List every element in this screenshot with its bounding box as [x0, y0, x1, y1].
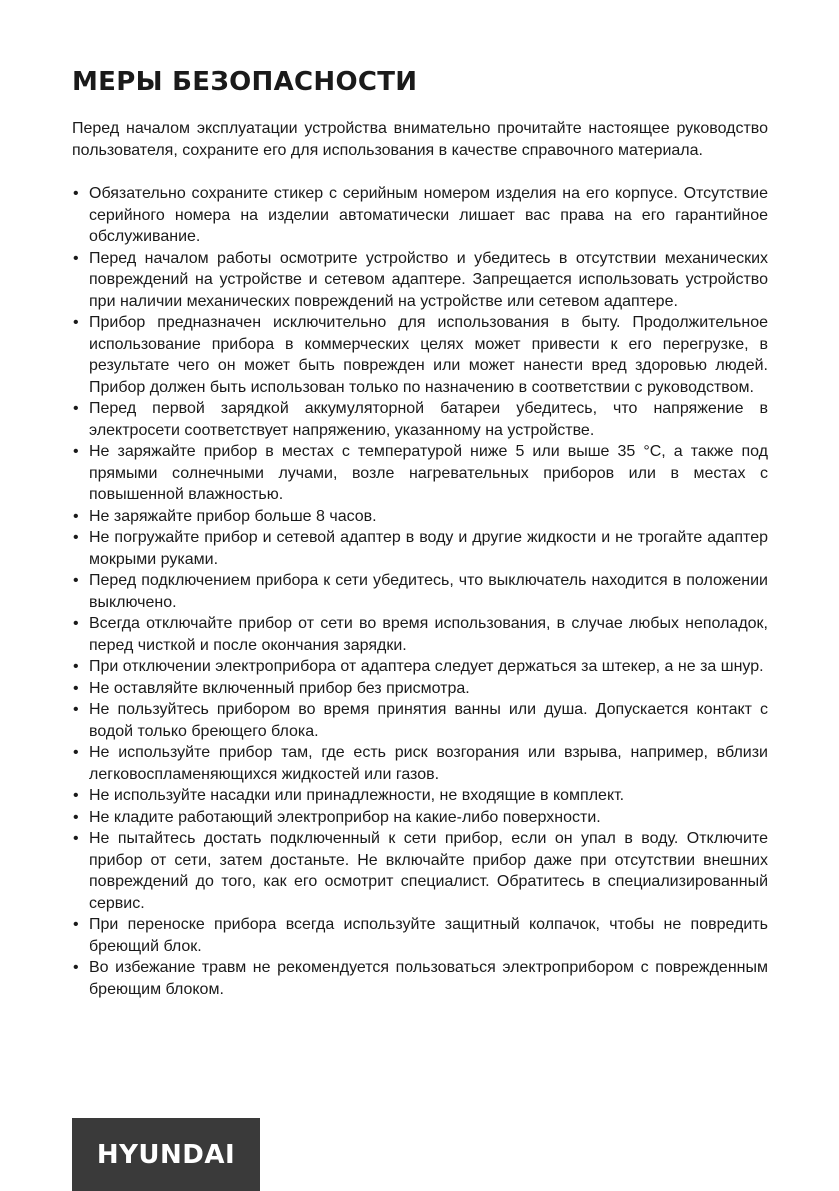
bullet-text: Перед подключением прибора к сети убедитесь, что выключатель находится в положении выключено. [89, 572, 768, 611]
bullet-text: Прибор предназначен исключительно для использования в быту. Продолжительное использование прибора в коммерческих целях может привести к его перегрузке, в результате чего он может быть поврежден или может нанести вред здоровью людей. Прибор должен быть использован только по назначению в соответствии с руководством. [89, 314, 768, 396]
brand-logo-text: HYUNDAI [96, 1139, 236, 1170]
bullet-marker: • [73, 443, 79, 460]
bullet-marker: • [73, 744, 79, 761]
bullet-text: Не кладите работающий электроприбор на какие-либо поверхности. [89, 808, 601, 826]
bullet-marker: • [73, 400, 79, 417]
intro-paragraph: Перед началом эксплуатации устройства внимательно прочитайте настоящее руководство пользователя, сохраните его для использования в качестве справочного материала. [72, 120, 768, 159]
bullet-text: Не погружайте прибор и сетевой адаптер в воду и другие жидкости и не трогайте адаптер мокрыми руками. [89, 529, 768, 568]
safety-bullet-item [72, 656, 768, 678]
safety-bullet-item [72, 699, 768, 742]
bullet-marker: • [73, 959, 79, 976]
bullet-marker: • [73, 830, 79, 847]
safety-bullet-item [72, 398, 768, 441]
bullet-text: При переноске прибора всегда используйте защитный колпачок, чтобы не повредить бреющий блок. [89, 916, 768, 955]
safety-bullet-item [72, 506, 768, 528]
brand-logo [72, 1118, 260, 1191]
bullet-marker: • [73, 808, 79, 826]
bullet-marker: • [73, 679, 79, 697]
safety-bullet-item [72, 678, 768, 700]
bullet-text: Перед первой зарядкой аккумуляторной батареи убедитесь, что напряжение в электросети соответствует напряжению, указанному на устройстве. [89, 400, 768, 439]
safety-bullet-item [72, 957, 768, 1000]
bullet-text: Не заряжайте прибор в местах с температурой ниже 5 или выше 35 °С, а также под прямыми солнечными лучами, возле нагревательных приборов или в местах с повышенной влажностью. [89, 443, 768, 503]
bullet-marker: • [73, 658, 79, 675]
safety-bullet-item [72, 312, 768, 398]
bullet-text: Всегда отключайте прибор от сети во время использования, в случае любых неполадок, перед чисткой и после окончания зарядки. [89, 615, 768, 654]
bullet-text: Перед началом работы осмотрите устройство и убедитесь в отсутствии механических повреждений на устройстве и сетевом адаптере. Запрещается использовать устройство при наличии механических повреждений на устройстве или сетевом адаптере. [89, 249, 768, 310]
bullet-text: При отключении электроприбора от адаптера следует держаться за штекер, а не за шнур. [89, 658, 764, 675]
bullet-text: Не заряжайте прибор больше 8 часов. [89, 507, 377, 525]
bullet-text: Не используйте прибор там, где есть риск возгорания или взрыва, например, вблизи легковоспламеняющихся жидкостей или газов. [89, 744, 768, 783]
safety-bullet-item [72, 914, 768, 957]
bullet-marker: • [73, 615, 79, 632]
page-title: МЕРЫ БЕЗОПАСНОСТИ [72, 67, 418, 97]
bullet-text: Не оставляйте включенный прибор без присмотра. [89, 679, 470, 697]
safety-bullet-list [72, 183, 768, 1000]
bullet-marker: • [73, 507, 79, 525]
bullet-text: Не используйте насадки или принадлежности, не входящие в комплект. [89, 787, 625, 804]
bullet-marker: • [73, 701, 79, 718]
safety-bullet-item [72, 742, 768, 785]
bullet-marker: • [73, 314, 79, 331]
safety-bullet-item [72, 441, 768, 506]
safety-bullet-item [72, 570, 768, 613]
bullet-marker: • [73, 916, 79, 933]
bullet-text: Обязательно сохраните стикер с серийным номером изделия на его корпусе. Отсутствие серийного номера на изделии автоматически лишает вас права на его гарантийное обслуживание. [89, 185, 768, 245]
bullet-marker: • [73, 529, 79, 546]
bullet-text: Во избежание травм не рекомендуется пользоваться электроприбором с поврежденным бреющим блоком. [89, 959, 768, 998]
safety-bullet-item [72, 613, 768, 656]
bullet-marker: • [73, 572, 79, 589]
safety-bullet-item [72, 248, 768, 313]
safety-bullet-item [72, 807, 768, 829]
safety-bullet-item [72, 828, 768, 914]
bullet-marker: • [73, 249, 79, 267]
safety-section [72, 66, 768, 1000]
safety-bullet-item [72, 785, 768, 807]
safety-bullet-item [72, 527, 768, 570]
bullet-marker: • [73, 787, 79, 804]
bullet-text: Не пользуйтесь прибором во время принятия ванны или душа. Допускается контакт с водой только бреющего блока. [89, 701, 768, 740]
bullet-marker: • [73, 185, 79, 202]
safety-bullet-item [72, 183, 768, 248]
bullet-text: Не пытайтесь достать подключенный к сети прибор, если он упал в воду. Отключите прибор от сети, затем достаньте. Не включайте прибор даже при отсутствии внешних повреждений до того, как его осмотрит специалист. Обратитесь в специализированный сервис. [89, 830, 768, 912]
